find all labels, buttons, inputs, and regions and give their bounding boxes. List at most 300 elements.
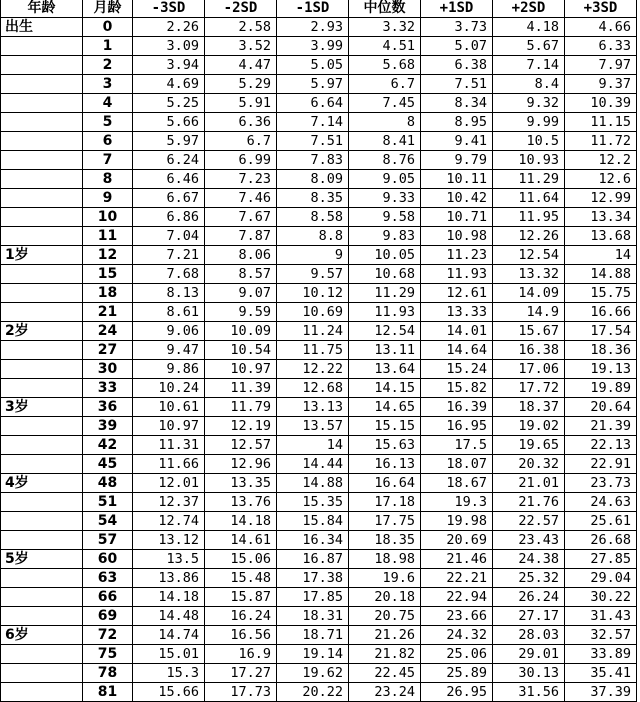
minus-2sd-cell: 14.18 bbox=[205, 512, 277, 531]
plus-2sd-cell: 12.54 bbox=[493, 246, 565, 265]
age-cell bbox=[1, 360, 83, 379]
plus-3sd-cell: 37.39 bbox=[565, 683, 637, 702]
plus-2sd-cell: 29.01 bbox=[493, 645, 565, 664]
table-row bbox=[1, 113, 637, 132]
median-cell: 10.05 bbox=[349, 246, 421, 265]
plus-2sd-cell: 19.65 bbox=[493, 436, 565, 455]
table-row bbox=[1, 151, 637, 170]
minus-3sd-cell: 3.94 bbox=[133, 56, 205, 75]
age-cell bbox=[1, 664, 83, 683]
month-cell: 66 bbox=[83, 588, 133, 607]
minus-2sd-cell: 6.7 bbox=[205, 132, 277, 151]
month-cell: 63 bbox=[83, 569, 133, 588]
minus-2sd-cell: 11.39 bbox=[205, 379, 277, 398]
age-cell bbox=[1, 341, 83, 360]
month-cell: 60 bbox=[83, 550, 133, 569]
median-cell: 5.68 bbox=[349, 56, 421, 75]
plus-1sd-cell: 11.93 bbox=[421, 265, 493, 284]
plus-3sd-cell: 6.33 bbox=[565, 37, 637, 56]
age-cell bbox=[1, 512, 83, 531]
minus-3sd-cell: 14.74 bbox=[133, 626, 205, 645]
minus-1sd-cell: 14.88 bbox=[277, 474, 349, 493]
plus-1sd-cell: 19.3 bbox=[421, 493, 493, 512]
minus-2sd-cell: 7.67 bbox=[205, 208, 277, 227]
minus-2sd-cell: 13.76 bbox=[205, 493, 277, 512]
plus-1sd-cell: 16.95 bbox=[421, 417, 493, 436]
age-cell bbox=[1, 645, 83, 664]
header-row bbox=[1, 0, 637, 18]
table-row bbox=[1, 664, 637, 683]
minus-1sd-cell: 7.51 bbox=[277, 132, 349, 151]
minus-3sd-cell: 7.68 bbox=[133, 265, 205, 284]
plus-1sd-cell: 10.11 bbox=[421, 170, 493, 189]
minus-2sd-cell: 15.87 bbox=[205, 588, 277, 607]
minus-1sd-cell: 16.34 bbox=[277, 531, 349, 550]
minus-3sd-cell: 11.31 bbox=[133, 436, 205, 455]
minus-1sd-cell: 7.83 bbox=[277, 151, 349, 170]
table-row bbox=[1, 265, 637, 284]
table-row bbox=[1, 683, 637, 702]
plus-1sd-cell: 10.98 bbox=[421, 227, 493, 246]
month-cell: 8 bbox=[83, 170, 133, 189]
plus-2sd-cell: 7.14 bbox=[493, 56, 565, 75]
age-cell bbox=[1, 379, 83, 398]
plus-1sd-cell: 7.51 bbox=[421, 75, 493, 94]
minus-2sd-cell: 10.09 bbox=[205, 322, 277, 341]
minus-2sd-cell: 8.06 bbox=[205, 246, 277, 265]
table-row bbox=[1, 531, 637, 550]
age-cell bbox=[1, 417, 83, 436]
minus-1sd-cell: 10.69 bbox=[277, 303, 349, 322]
month-cell: 0 bbox=[83, 18, 133, 37]
month-cell: 42 bbox=[83, 436, 133, 455]
minus-3sd-cell: 10.61 bbox=[133, 398, 205, 417]
month-cell: 12 bbox=[83, 246, 133, 265]
age-cell bbox=[1, 683, 83, 702]
minus-1sd-cell: 16.87 bbox=[277, 550, 349, 569]
plus-1sd-cell: 26.95 bbox=[421, 683, 493, 702]
age-cell bbox=[1, 303, 83, 322]
plus-2sd-cell: 23.43 bbox=[493, 531, 565, 550]
plus-3sd-cell: 31.43 bbox=[565, 607, 637, 626]
month-cell: 24 bbox=[83, 322, 133, 341]
minus-2sd-cell: 7.46 bbox=[205, 189, 277, 208]
month-cell: 10 bbox=[83, 208, 133, 227]
table-row bbox=[1, 227, 637, 246]
minus-1sd-cell: 19.62 bbox=[277, 664, 349, 683]
plus-2sd-cell: 25.32 bbox=[493, 569, 565, 588]
month-cell: 75 bbox=[83, 645, 133, 664]
plus-1sd-cell: 25.06 bbox=[421, 645, 493, 664]
minus-3sd-cell: 9.06 bbox=[133, 322, 205, 341]
plus-2sd-cell: 19.02 bbox=[493, 417, 565, 436]
minus-3sd-cell: 14.48 bbox=[133, 607, 205, 626]
age-cell bbox=[1, 569, 83, 588]
plus-1sd-cell: 11.23 bbox=[421, 246, 493, 265]
median-cell: 14.15 bbox=[349, 379, 421, 398]
plus-3sd-cell: 12.2 bbox=[565, 151, 637, 170]
median-cell: 18.98 bbox=[349, 550, 421, 569]
minus-2sd-cell: 3.52 bbox=[205, 37, 277, 56]
minus-2sd-cell: 12.57 bbox=[205, 436, 277, 455]
plus-3sd-cell: 25.61 bbox=[565, 512, 637, 531]
minus-1sd-cell: 14.44 bbox=[277, 455, 349, 474]
minus-2sd-cell: 12.19 bbox=[205, 417, 277, 436]
minus-2sd-cell: 17.27 bbox=[205, 664, 277, 683]
minus-3sd-cell: 3.09 bbox=[133, 37, 205, 56]
month-cell: 4 bbox=[83, 94, 133, 113]
plus-3sd-cell: 32.57 bbox=[565, 626, 637, 645]
minus-2sd-cell: 8.57 bbox=[205, 265, 277, 284]
month-cell: 72 bbox=[83, 626, 133, 645]
median-cell: 17.75 bbox=[349, 512, 421, 531]
plus-2sd-cell: 5.67 bbox=[493, 37, 565, 56]
minus-2sd-cell: 10.97 bbox=[205, 360, 277, 379]
median-cell: 13.64 bbox=[349, 360, 421, 379]
header-age: 年龄 bbox=[1, 0, 83, 18]
month-cell: 69 bbox=[83, 607, 133, 626]
plus-2sd-cell: 11.29 bbox=[493, 170, 565, 189]
minus-2sd-cell: 15.48 bbox=[205, 569, 277, 588]
plus-2sd-cell: 15.67 bbox=[493, 322, 565, 341]
minus-3sd-cell: 5.25 bbox=[133, 94, 205, 113]
plus-1sd-cell: 15.82 bbox=[421, 379, 493, 398]
median-cell: 9.58 bbox=[349, 208, 421, 227]
minus-1sd-cell: 6.64 bbox=[277, 94, 349, 113]
minus-1sd-cell: 15.35 bbox=[277, 493, 349, 512]
plus-3sd-cell: 33.89 bbox=[565, 645, 637, 664]
month-cell: 27 bbox=[83, 341, 133, 360]
plus-3sd-cell: 26.68 bbox=[565, 531, 637, 550]
minus-3sd-cell: 15.66 bbox=[133, 683, 205, 702]
minus-3sd-cell: 9.86 bbox=[133, 360, 205, 379]
plus-1sd-cell: 23.66 bbox=[421, 607, 493, 626]
table-row bbox=[1, 37, 637, 56]
table-row bbox=[1, 303, 637, 322]
table-row bbox=[1, 246, 637, 265]
median-cell: 15.15 bbox=[349, 417, 421, 436]
minus-3sd-cell: 11.66 bbox=[133, 455, 205, 474]
month-cell: 39 bbox=[83, 417, 133, 436]
table-row bbox=[1, 455, 637, 474]
plus-3sd-cell: 22.91 bbox=[565, 455, 637, 474]
table-row bbox=[1, 569, 637, 588]
plus-2sd-cell: 24.38 bbox=[493, 550, 565, 569]
median-cell: 4.51 bbox=[349, 37, 421, 56]
plus-3sd-cell: 27.85 bbox=[565, 550, 637, 569]
median-cell: 21.26 bbox=[349, 626, 421, 645]
minus-2sd-cell: 2.58 bbox=[205, 18, 277, 37]
minus-2sd-cell: 7.23 bbox=[205, 170, 277, 189]
month-cell: 3 bbox=[83, 75, 133, 94]
minus-2sd-cell: 6.99 bbox=[205, 151, 277, 170]
plus-2sd-cell: 9.32 bbox=[493, 94, 565, 113]
age-cell: 3岁 bbox=[1, 398, 83, 417]
minus-2sd-cell: 12.96 bbox=[205, 455, 277, 474]
minus-3sd-cell: 6.67 bbox=[133, 189, 205, 208]
plus-3sd-cell: 30.22 bbox=[565, 588, 637, 607]
table-row bbox=[1, 18, 637, 37]
month-cell: 1 bbox=[83, 37, 133, 56]
month-cell: 45 bbox=[83, 455, 133, 474]
plus-1sd-cell: 9.41 bbox=[421, 132, 493, 151]
plus-1sd-cell: 22.94 bbox=[421, 588, 493, 607]
minus-1sd-cell: 8.58 bbox=[277, 208, 349, 227]
header-plus-2sd: +2SD bbox=[493, 0, 565, 18]
plus-3sd-cell: 11.15 bbox=[565, 113, 637, 132]
minus-1sd-cell: 11.75 bbox=[277, 341, 349, 360]
plus-2sd-cell: 21.76 bbox=[493, 493, 565, 512]
age-cell bbox=[1, 37, 83, 56]
plus-2sd-cell: 22.57 bbox=[493, 512, 565, 531]
plus-1sd-cell: 13.33 bbox=[421, 303, 493, 322]
plus-1sd-cell: 3.73 bbox=[421, 18, 493, 37]
median-cell: 7.45 bbox=[349, 94, 421, 113]
plus-1sd-cell: 18.07 bbox=[421, 455, 493, 474]
minus-3sd-cell: 6.46 bbox=[133, 170, 205, 189]
plus-3sd-cell: 12.99 bbox=[565, 189, 637, 208]
month-cell: 21 bbox=[83, 303, 133, 322]
median-cell: 16.13 bbox=[349, 455, 421, 474]
plus-3sd-cell: 13.34 bbox=[565, 208, 637, 227]
minus-3sd-cell: 10.97 bbox=[133, 417, 205, 436]
plus-1sd-cell: 8.34 bbox=[421, 94, 493, 113]
plus-3sd-cell: 16.66 bbox=[565, 303, 637, 322]
month-cell: 2 bbox=[83, 56, 133, 75]
age-cell bbox=[1, 436, 83, 455]
median-cell: 10.68 bbox=[349, 265, 421, 284]
plus-2sd-cell: 26.24 bbox=[493, 588, 565, 607]
median-cell: 19.6 bbox=[349, 569, 421, 588]
month-cell: 51 bbox=[83, 493, 133, 512]
table-row bbox=[1, 94, 637, 113]
minus-2sd-cell: 6.36 bbox=[205, 113, 277, 132]
plus-3sd-cell: 35.41 bbox=[565, 664, 637, 683]
median-cell: 9.83 bbox=[349, 227, 421, 246]
median-cell: 23.24 bbox=[349, 683, 421, 702]
plus-2sd-cell: 9.99 bbox=[493, 113, 565, 132]
median-cell: 20.18 bbox=[349, 588, 421, 607]
minus-2sd-cell: 17.73 bbox=[205, 683, 277, 702]
table-row bbox=[1, 588, 637, 607]
median-cell: 3.32 bbox=[349, 18, 421, 37]
plus-3sd-cell: 4.66 bbox=[565, 18, 637, 37]
header-median: 中位数 bbox=[349, 0, 421, 18]
minus-3sd-cell: 8.13 bbox=[133, 284, 205, 303]
minus-3sd-cell: 9.47 bbox=[133, 341, 205, 360]
plus-2sd-cell: 12.26 bbox=[493, 227, 565, 246]
age-cell bbox=[1, 531, 83, 550]
minus-1sd-cell: 7.14 bbox=[277, 113, 349, 132]
median-cell: 12.54 bbox=[349, 322, 421, 341]
minus-2sd-cell: 10.54 bbox=[205, 341, 277, 360]
minus-3sd-cell: 8.61 bbox=[133, 303, 205, 322]
age-cell: 4岁 bbox=[1, 474, 83, 493]
plus-2sd-cell: 28.03 bbox=[493, 626, 565, 645]
minus-3sd-cell: 13.12 bbox=[133, 531, 205, 550]
month-cell: 36 bbox=[83, 398, 133, 417]
median-cell: 9.33 bbox=[349, 189, 421, 208]
plus-1sd-cell: 5.07 bbox=[421, 37, 493, 56]
median-cell: 14.65 bbox=[349, 398, 421, 417]
age-cell bbox=[1, 56, 83, 75]
age-cell bbox=[1, 493, 83, 512]
minus-2sd-cell: 5.91 bbox=[205, 94, 277, 113]
plus-3sd-cell: 29.04 bbox=[565, 569, 637, 588]
table-row bbox=[1, 398, 637, 417]
month-cell: 78 bbox=[83, 664, 133, 683]
minus-2sd-cell: 7.87 bbox=[205, 227, 277, 246]
age-cell bbox=[1, 113, 83, 132]
plus-3sd-cell: 9.37 bbox=[565, 75, 637, 94]
minus-2sd-cell: 13.35 bbox=[205, 474, 277, 493]
age-cell: 6岁 bbox=[1, 626, 83, 645]
table-row bbox=[1, 626, 637, 645]
median-cell: 13.11 bbox=[349, 341, 421, 360]
age-cell bbox=[1, 265, 83, 284]
plus-2sd-cell: 17.72 bbox=[493, 379, 565, 398]
minus-1sd-cell: 15.84 bbox=[277, 512, 349, 531]
plus-3sd-cell: 18.36 bbox=[565, 341, 637, 360]
month-cell: 81 bbox=[83, 683, 133, 702]
minus-3sd-cell: 4.69 bbox=[133, 75, 205, 94]
minus-1sd-cell: 5.05 bbox=[277, 56, 349, 75]
plus-3sd-cell: 12.6 bbox=[565, 170, 637, 189]
minus-1sd-cell: 17.38 bbox=[277, 569, 349, 588]
minus-1sd-cell: 20.22 bbox=[277, 683, 349, 702]
minus-1sd-cell: 8.09 bbox=[277, 170, 349, 189]
header-month: 月龄 bbox=[83, 0, 133, 18]
age-cell: 1岁 bbox=[1, 246, 83, 265]
plus-1sd-cell: 20.69 bbox=[421, 531, 493, 550]
median-cell: 17.18 bbox=[349, 493, 421, 512]
minus-3sd-cell: 12.37 bbox=[133, 493, 205, 512]
minus-1sd-cell: 2.93 bbox=[277, 18, 349, 37]
plus-3sd-cell: 14 bbox=[565, 246, 637, 265]
age-cell bbox=[1, 607, 83, 626]
plus-2sd-cell: 21.01 bbox=[493, 474, 565, 493]
table-row bbox=[1, 189, 637, 208]
plus-2sd-cell: 10.5 bbox=[493, 132, 565, 151]
table-row bbox=[1, 284, 637, 303]
minus-3sd-cell: 5.97 bbox=[133, 132, 205, 151]
median-cell: 9.05 bbox=[349, 170, 421, 189]
age-cell bbox=[1, 75, 83, 94]
plus-2sd-cell: 11.95 bbox=[493, 208, 565, 227]
minus-3sd-cell: 15.01 bbox=[133, 645, 205, 664]
plus-2sd-cell: 17.06 bbox=[493, 360, 565, 379]
age-cell: 2岁 bbox=[1, 322, 83, 341]
median-cell: 6.7 bbox=[349, 75, 421, 94]
plus-1sd-cell: 14.64 bbox=[421, 341, 493, 360]
minus-1sd-cell: 11.24 bbox=[277, 322, 349, 341]
table-row bbox=[1, 56, 637, 75]
table-row bbox=[1, 417, 637, 436]
plus-2sd-cell: 31.56 bbox=[493, 683, 565, 702]
minus-3sd-cell: 10.24 bbox=[133, 379, 205, 398]
minus-3sd-cell: 13.86 bbox=[133, 569, 205, 588]
table-row bbox=[1, 341, 637, 360]
plus-1sd-cell: 10.71 bbox=[421, 208, 493, 227]
plus-2sd-cell: 20.32 bbox=[493, 455, 565, 474]
minus-1sd-cell: 18.71 bbox=[277, 626, 349, 645]
plus-2sd-cell: 8.4 bbox=[493, 75, 565, 94]
median-cell: 18.35 bbox=[349, 531, 421, 550]
median-cell: 15.63 bbox=[349, 436, 421, 455]
plus-3sd-cell: 20.64 bbox=[565, 398, 637, 417]
plus-3sd-cell: 19.13 bbox=[565, 360, 637, 379]
minus-2sd-cell: 16.24 bbox=[205, 607, 277, 626]
minus-1sd-cell: 17.85 bbox=[277, 588, 349, 607]
header-plus-3sd: +3SD bbox=[565, 0, 637, 18]
plus-1sd-cell: 16.39 bbox=[421, 398, 493, 417]
table-row bbox=[1, 75, 637, 94]
minus-1sd-cell: 8.35 bbox=[277, 189, 349, 208]
plus-3sd-cell: 21.39 bbox=[565, 417, 637, 436]
plus-1sd-cell: 8.95 bbox=[421, 113, 493, 132]
table-row bbox=[1, 550, 637, 569]
minus-1sd-cell: 9 bbox=[277, 246, 349, 265]
minus-3sd-cell: 5.66 bbox=[133, 113, 205, 132]
plus-1sd-cell: 9.79 bbox=[421, 151, 493, 170]
minus-3sd-cell: 6.86 bbox=[133, 208, 205, 227]
plus-3sd-cell: 10.39 bbox=[565, 94, 637, 113]
median-cell: 21.82 bbox=[349, 645, 421, 664]
minus-3sd-cell: 15.3 bbox=[133, 664, 205, 683]
minus-1sd-cell: 8.8 bbox=[277, 227, 349, 246]
month-cell: 5 bbox=[83, 113, 133, 132]
minus-3sd-cell: 7.21 bbox=[133, 246, 205, 265]
minus-2sd-cell: 11.79 bbox=[205, 398, 277, 417]
table-row bbox=[1, 493, 637, 512]
minus-1sd-cell: 13.57 bbox=[277, 417, 349, 436]
minus-3sd-cell: 14.18 bbox=[133, 588, 205, 607]
plus-3sd-cell: 22.13 bbox=[565, 436, 637, 455]
month-cell: 7 bbox=[83, 151, 133, 170]
plus-1sd-cell: 18.67 bbox=[421, 474, 493, 493]
plus-1sd-cell: 25.89 bbox=[421, 664, 493, 683]
plus-3sd-cell: 15.75 bbox=[565, 284, 637, 303]
plus-3sd-cell: 17.54 bbox=[565, 322, 637, 341]
plus-3sd-cell: 13.68 bbox=[565, 227, 637, 246]
month-cell: 11 bbox=[83, 227, 133, 246]
minus-2sd-cell: 4.47 bbox=[205, 56, 277, 75]
minus-1sd-cell: 14 bbox=[277, 436, 349, 455]
minus-2sd-cell: 5.29 bbox=[205, 75, 277, 94]
plus-1sd-cell: 10.42 bbox=[421, 189, 493, 208]
month-cell: 18 bbox=[83, 284, 133, 303]
minus-3sd-cell: 2.26 bbox=[133, 18, 205, 37]
minus-3sd-cell: 6.24 bbox=[133, 151, 205, 170]
table-row bbox=[1, 208, 637, 227]
minus-2sd-cell: 16.9 bbox=[205, 645, 277, 664]
plus-1sd-cell: 19.98 bbox=[421, 512, 493, 531]
plus-3sd-cell: 23.73 bbox=[565, 474, 637, 493]
age-cell bbox=[1, 588, 83, 607]
header-plus-1sd: +1SD bbox=[421, 0, 493, 18]
table-row bbox=[1, 132, 637, 151]
month-cell: 9 bbox=[83, 189, 133, 208]
plus-2sd-cell: 14.9 bbox=[493, 303, 565, 322]
age-cell bbox=[1, 132, 83, 151]
minus-3sd-cell: 12.01 bbox=[133, 474, 205, 493]
table-row bbox=[1, 360, 637, 379]
plus-1sd-cell: 21.46 bbox=[421, 550, 493, 569]
month-cell: 33 bbox=[83, 379, 133, 398]
median-cell: 11.93 bbox=[349, 303, 421, 322]
plus-3sd-cell: 14.88 bbox=[565, 265, 637, 284]
age-cell bbox=[1, 94, 83, 113]
